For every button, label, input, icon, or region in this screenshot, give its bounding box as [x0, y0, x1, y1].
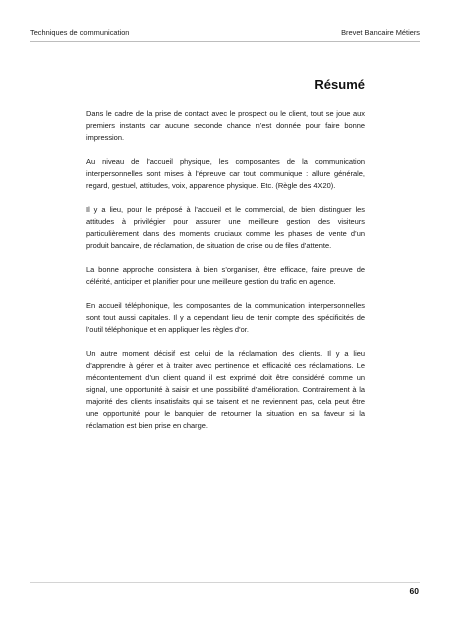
- page-header: [30, 27, 420, 42]
- header-course-title: Techniques de communication: [30, 28, 130, 37]
- paragraph-6: Un autre moment décisif est celui de la réclamation des clients. Il y a lieu d’apprendre à gérer et à traiter avec pertinence et efficacité ces réclamations. Le mécontentement d’un client quand il est exprimé doit être considéré comme un signal, une opportunité à saisir et une possibilité d’amélioration. Contrairement à la majorité des clients insatisfaits qui se taisent et ne reviennent pas, cela peut être une opportunité pour le banquier de retourner la situation en sa faveur si la réclamation est bien prise en charge.: [86, 349, 365, 430]
- paragraph-4: La bonne approche consistera à bien s’organiser, être efficace, faire preuve de célérité, anticiper et planifier pour une meilleure gestion du trafic en agence.: [86, 265, 365, 286]
- paragraph-2: Au niveau de l’accueil physique, les composantes de la communication interpersonnelles sont mises à l’épreuve car tout communique : allure générale, regard, gestuel, attitudes, voix, apparence physique. Etc. (Règle des 4X20).: [86, 157, 365, 190]
- paragraph-1: Dans le cadre de la prise de contact avec le prospect ou le client, tout se joue aux premiers instants car aucune seconde chance n’est donnée pour faire bonne impression.: [86, 109, 365, 142]
- section-title: Résumé: [314, 77, 365, 92]
- paragraph-3: Il y a lieu, pour le préposé à l’accueil et le commercial, de bien distinguer les attitudes à privilégier pour assurer une meilleure gestion des visiteurs particulièrement dans des moments cruciaux comme les phases de vente d’un produit bancaire, de réclamation, de situation de crise ou de files d’attente.: [86, 205, 365, 250]
- page-number: 60: [409, 586, 419, 596]
- summary-text: [86, 108, 365, 444]
- paragraph-5: En accueil téléphonique, les composantes de la communication interpersonnelles sont tout aussi capitales. Il y a cependant lieu de tenir compte des spécificités de l’outil téléphonique et en appliquer les règles d’or.: [86, 301, 365, 334]
- footer-divider: [30, 582, 420, 583]
- header-program-title: Brevet Bancaire Métiers: [341, 28, 420, 37]
